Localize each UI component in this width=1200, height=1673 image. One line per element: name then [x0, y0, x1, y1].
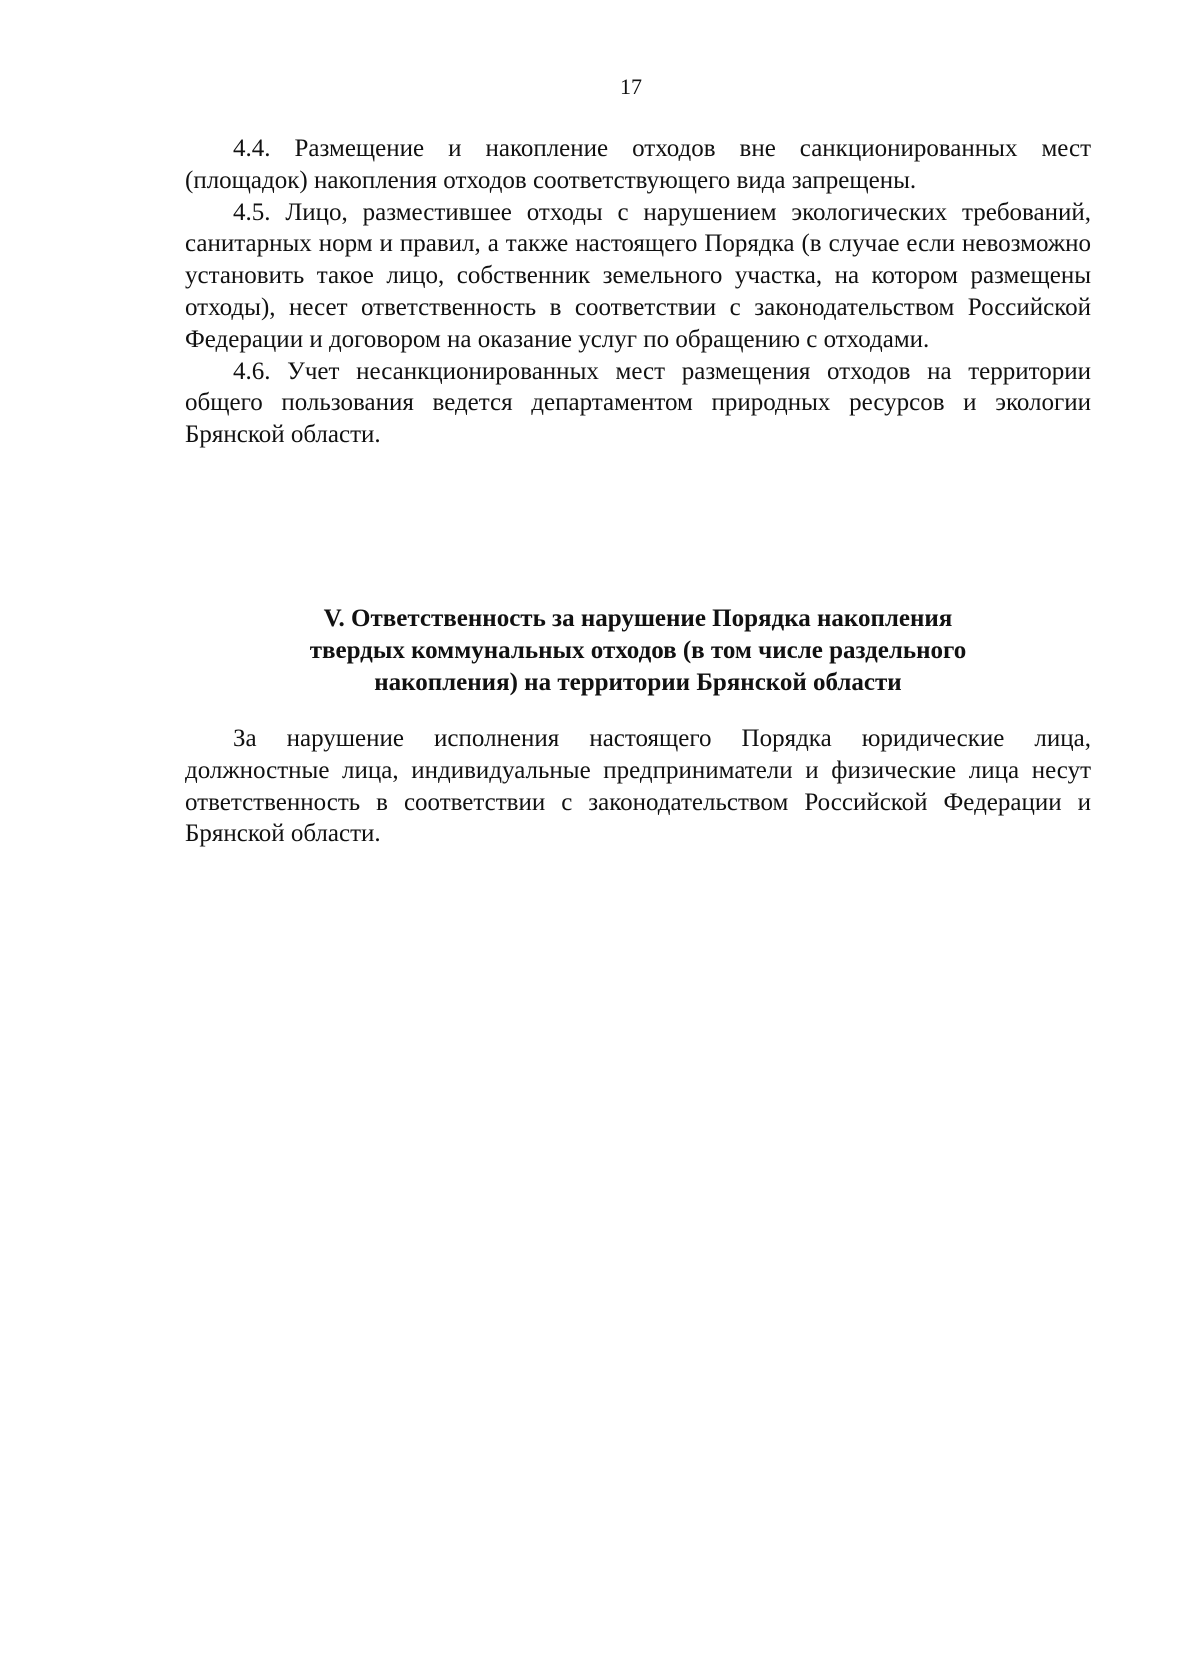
paragraph-4-5: 4.5. Лицо, разместившее отходы с нарушением экологических требований, санитарных норм и правил, а также настоящего Порядка (в случае если невозможно установить такое лицо, собственник земельного участка, на котором размещены отходы), несет ответственность в соответствии с законодательством Российской Федерации и договором на оказание услуг по обращению с отходами. [185, 198, 1091, 353]
section-v-text [185, 723, 1091, 850]
paragraph-4-4: 4.4. Размещение и накопление отходов вне санкционированных мест (площадок) накопления отходов соответствующего вида запрещены. [185, 135, 1091, 194]
section-v-heading [185, 603, 1091, 698]
section-4-text [185, 133, 1091, 451]
heading-line: твердых коммунальных отходов (в том числе раздельного [309, 636, 967, 664]
heading-line: накопления) на территории Брянской области [374, 668, 902, 696]
heading-line: V. Ответственность за нарушение Порядка накопления [323, 605, 953, 632]
page-number: 17 [620, 74, 642, 99]
paragraph-4-6: 4.6. Учет несанкционированных мест размещения отходов на территории общего пользования ведется департаментом природных ресурсов и экологии Брянской области. [185, 357, 1091, 449]
paragraph-section-v: За нарушение исполнения настоящего Порядка юридические лица, должностные лица, индивидуальные предприниматели и физические лица несут ответственность в соответствии с законодательством Российской Федерации и Брянской области. [185, 725, 1091, 848]
